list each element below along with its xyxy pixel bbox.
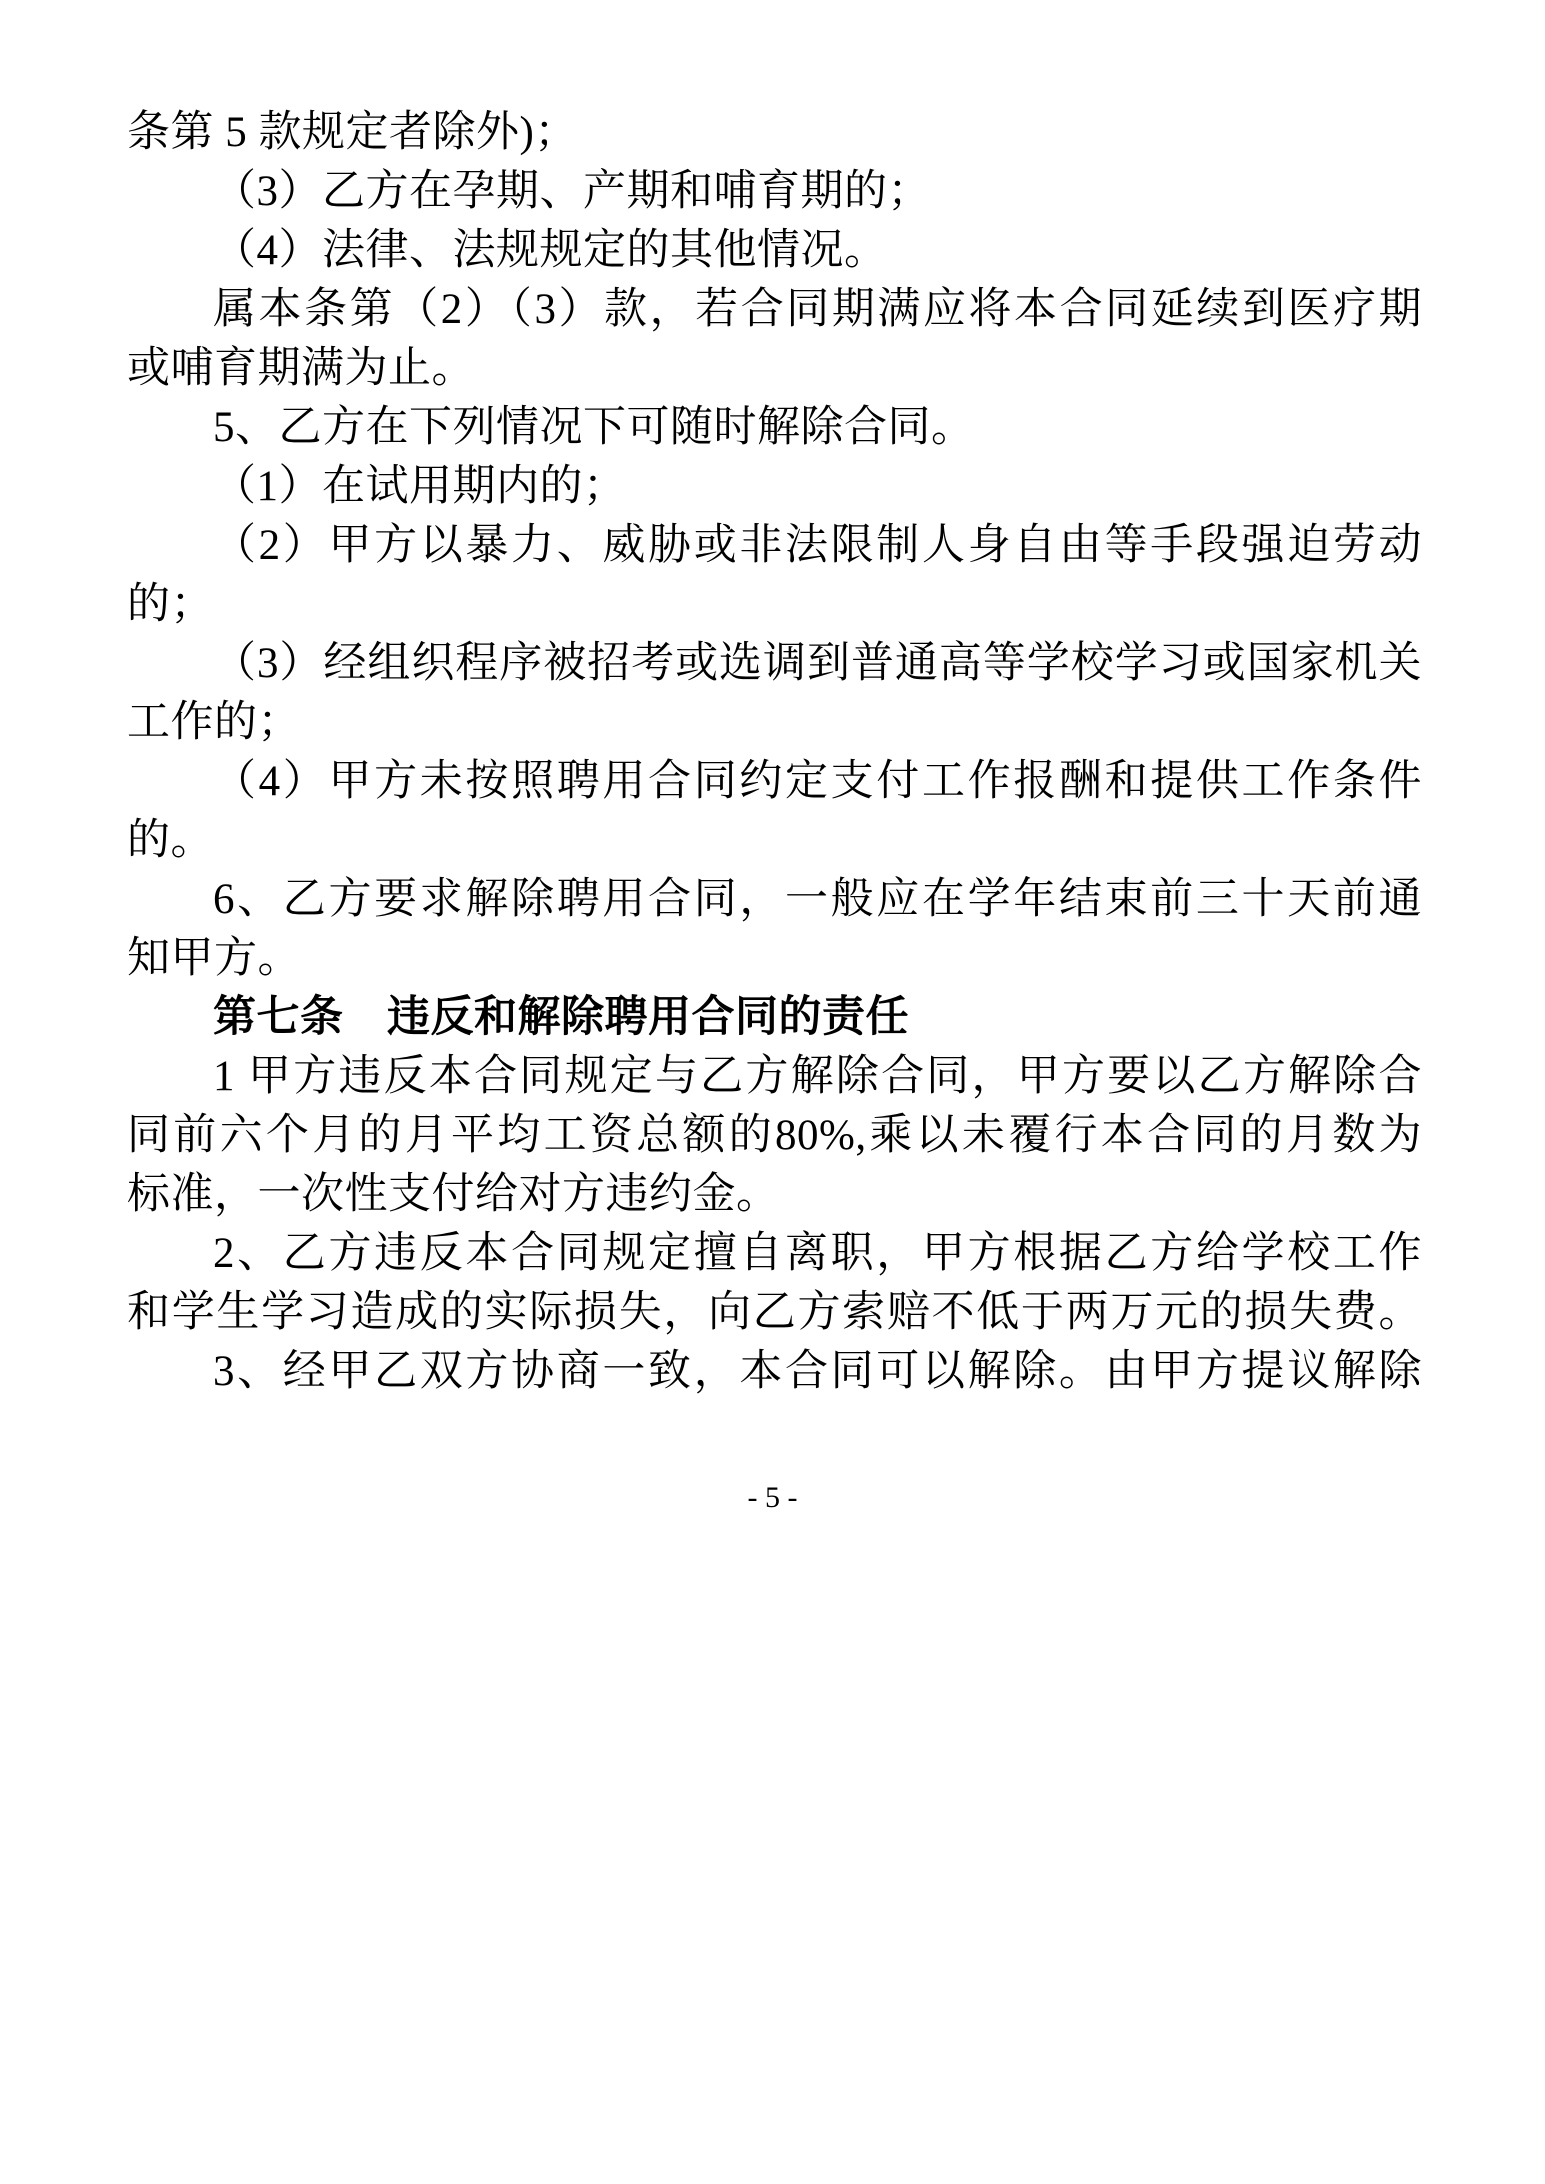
section-heading: 第七条 违反和解除聘用合同的责任 (213, 994, 909, 1041)
text-line: 同前六个月的月平均工资总额的80%,乘以未覆行本合同的月数为 (127, 1112, 1422, 1159)
text-line: 和学生学习造成的实际损失，向乙方索赔不低于两万元的损失费。 (127, 1289, 1422, 1336)
text-line: （4）甲方未按照聘用合同约定支付工作报酬和提供工作条件 (213, 758, 1422, 805)
page-number: - 5 - (747, 1481, 798, 1514)
text-line: 2、乙方违反本合同规定擅自离职，甲方根据乙方给学校工作 (213, 1230, 1422, 1277)
document-body (127, 103, 1422, 1401)
text-line: （3）乙方在孕期、产期和哺育期的； (213, 168, 931, 215)
text-line: 条第 5 款规定者除外)； (127, 109, 578, 156)
text-line: 属本条第（2）（3）款，若合同期满应将本合同延续到医疗期 (213, 286, 1422, 333)
text-line: （2）甲方以暴力、威胁或非法限制人身自由等手段强迫劳动 (213, 522, 1422, 569)
text-line: 知甲方。 (127, 935, 301, 982)
text-line: 6、乙方要求解除聘用合同，一般应在学年结束前三十天前通 (213, 876, 1422, 923)
text-line: （3）经组织程序被招考或选调到普通高等学校学习或国家机关 (213, 640, 1422, 687)
text-line: 或哺育期满为止。 (127, 345, 475, 392)
text-line: 3、经甲乙双方协商一致，本合同可以解除。由甲方提议解除 (213, 1348, 1422, 1395)
text-line: （4）法律、法规规定的其他情况。 (213, 227, 888, 274)
text-line: 标准，一次性支付给对方违约金。 (127, 1171, 780, 1218)
text-line: （1）在试用期内的； (213, 463, 627, 510)
text-line: 的。 (127, 817, 214, 864)
text-line: 工作的； (127, 699, 301, 746)
text-line: 5、乙方在下列情况下可随时解除合同。 (213, 404, 975, 451)
text-line: 的； (127, 581, 214, 628)
text-line: 1 甲方违反本合同规定与乙方解除合同，甲方要以乙方解除合 (213, 1053, 1422, 1100)
page-footer (0, 1480, 1545, 1516)
